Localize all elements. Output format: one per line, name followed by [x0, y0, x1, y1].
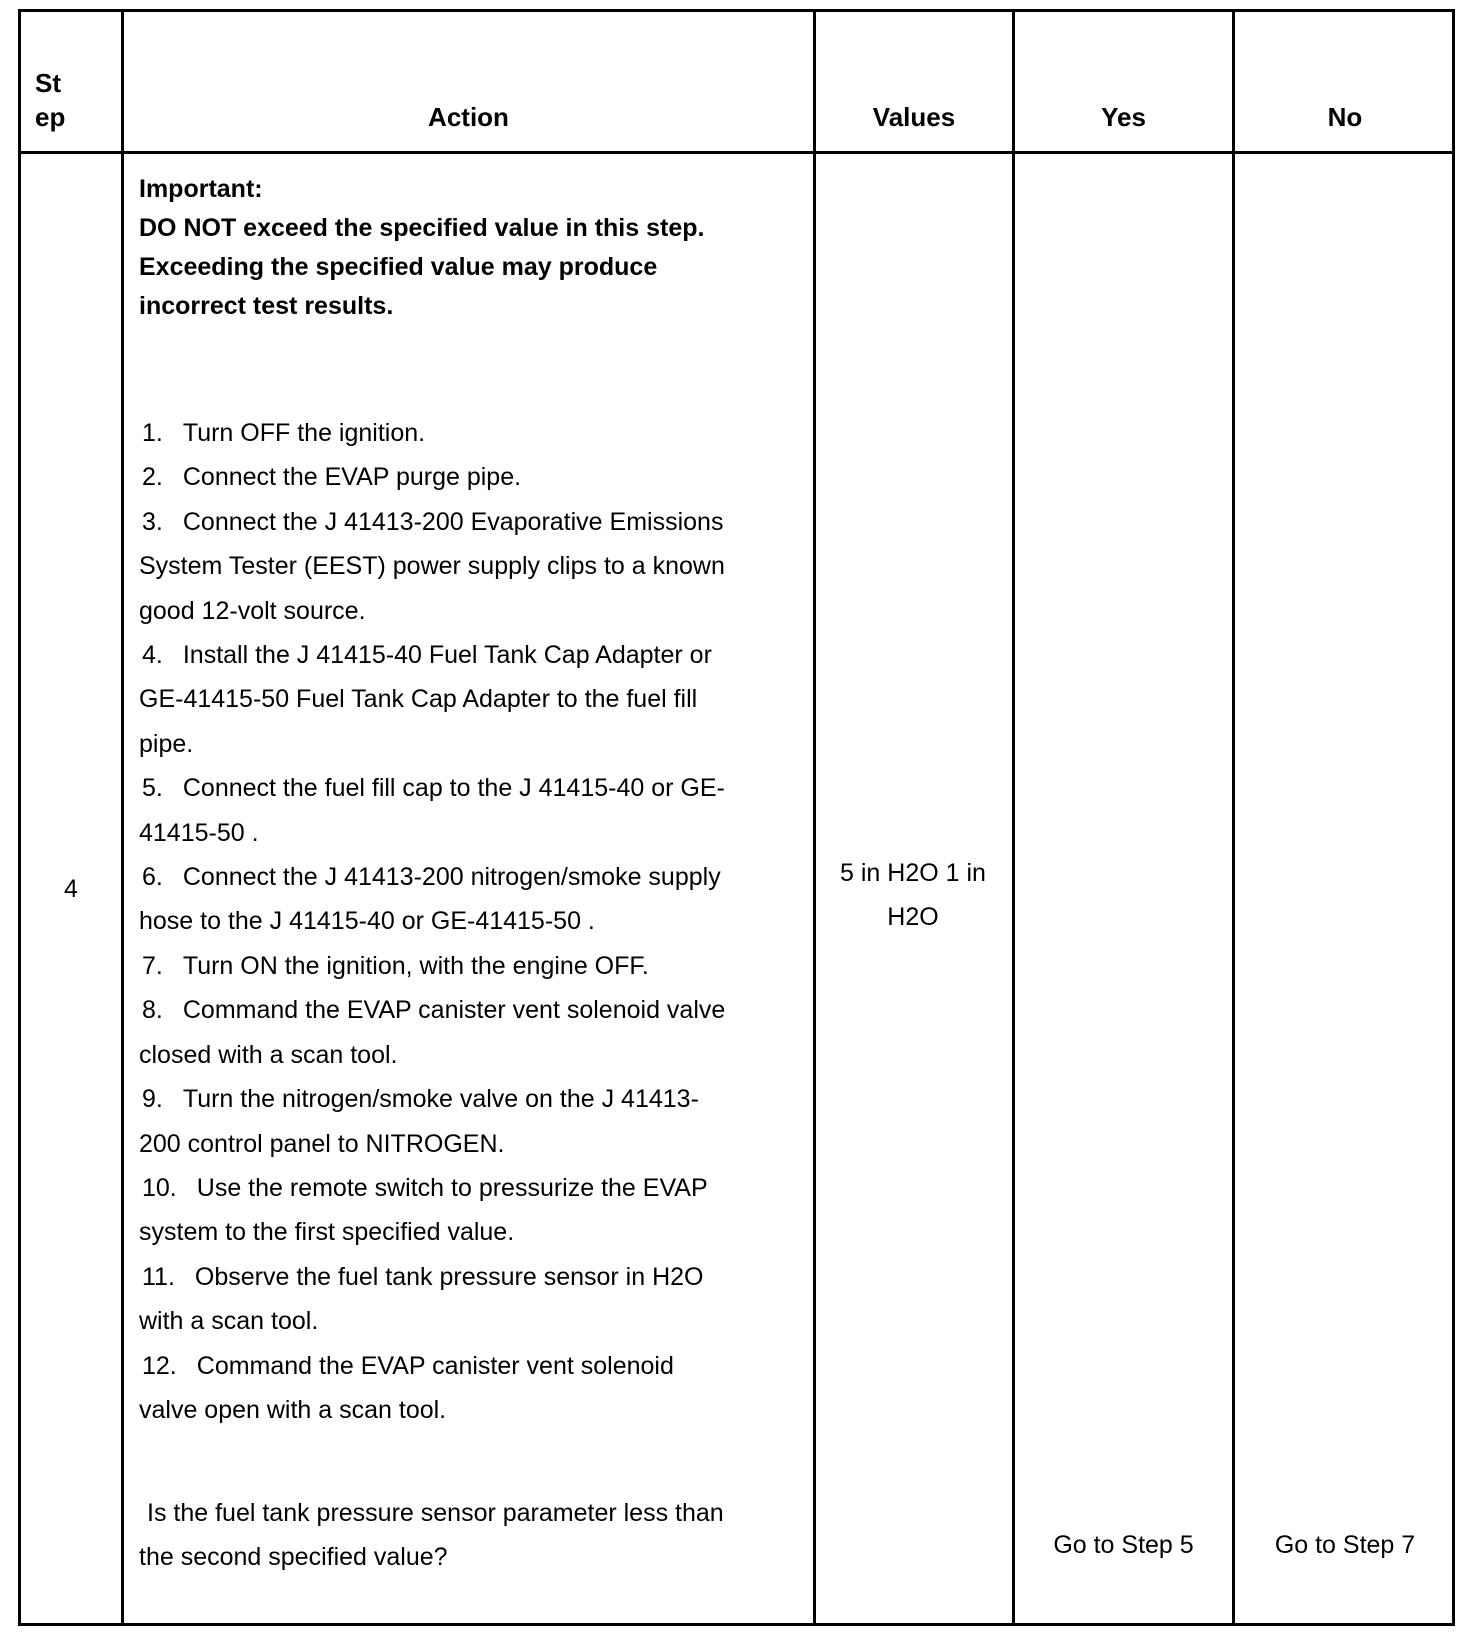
header-step: St ep: [35, 68, 66, 132]
header-yes: Yes: [1101, 102, 1146, 132]
procedure-step: [139, 766, 739, 855]
procedure-step: [139, 500, 739, 633]
header-values: Values: [872, 102, 956, 132]
step-index: 5.: [142, 774, 163, 803]
procedure-step: [139, 1344, 739, 1433]
important-text: DO NOT exceed the specified value in this step. Exceeding the specified value may produce incorrect test results.: [139, 214, 705, 320]
procedure-step: [139, 1077, 739, 1166]
step-index: 7.: [142, 951, 163, 980]
step-text: Connect the fuel fill cap to the J 41415-40 or GE-41415-50 .: [139, 774, 725, 847]
column-divider: [813, 12, 816, 1623]
procedure-step: [139, 633, 739, 766]
no-result: Go to Step 7: [1274, 1531, 1416, 1559]
procedure-step: [139, 1255, 739, 1344]
procedure-step: [139, 988, 739, 1077]
step-index: 11.: [142, 1262, 175, 1291]
step-text: Command the EVAP canister vent solenoid valve closed with a scan tool.: [139, 996, 726, 1069]
step-index: 6.: [142, 863, 163, 892]
step-number: 4: [64, 875, 78, 903]
step-text: Command the EVAP canister vent solenoid valve open with a scan tool.: [139, 1351, 674, 1424]
important-note: [139, 170, 729, 326]
header-no: No: [1327, 102, 1363, 132]
column-divider: [1012, 12, 1015, 1623]
header-divider: [21, 151, 1452, 154]
procedure-step: [139, 455, 739, 499]
question-text: Is the fuel tank pressure sensor parameter less than the second specified value?: [139, 1499, 724, 1571]
procedure-step: [139, 855, 739, 944]
step-text: Use the remote switch to pressurize the EVAP system to the first specified value.: [139, 1173, 708, 1247]
procedure-step: [139, 411, 739, 455]
step-text: Turn OFF the ignition.: [182, 419, 426, 447]
step-index: 9.: [142, 1085, 163, 1114]
yes-result: Go to Step 5: [1053, 1531, 1194, 1559]
step-text: Connect the J 41413-200 Evaporative Emissions System Tester (EEST) power supply clips to a known good 12-volt source.: [139, 507, 725, 625]
procedure-step: [139, 1166, 739, 1255]
step-text: Observe the fuel tank pressure sensor in H2O with a scan tool.: [139, 1262, 704, 1336]
procedure-steps: [139, 411, 739, 1432]
procedure-question: [139, 1491, 759, 1579]
step-index: 3.: [142, 507, 163, 536]
header-action: Action: [428, 102, 509, 132]
step-text: Turn ON the ignition, with the engine OFF.: [182, 951, 649, 980]
step-text: Connect the J 41413-200 nitrogen/smoke supply hose to the J 41415-40 or GE-41415-50 .: [139, 863, 721, 936]
values-cell: 5 in H2O 1 in H2O: [840, 859, 986, 931]
important-label: Important:: [139, 175, 263, 203]
step-index: 4.: [142, 641, 163, 670]
step-index: 1.: [142, 419, 163, 447]
column-divider: [121, 12, 124, 1623]
diagnostic-table: [18, 9, 1455, 1626]
column-divider: [1232, 12, 1235, 1623]
step-index: 2.: [142, 463, 163, 492]
step-text: Connect the EVAP purge pipe.: [182, 463, 522, 492]
step-index: 10.: [142, 1173, 177, 1202]
step-text: Turn the nitrogen/smoke valve on the J 41413-200 control panel to NITROGEN.: [139, 1085, 699, 1158]
procedure-step: [139, 944, 739, 988]
step-text: Install the J 41415-40 Fuel Tank Cap Adapter or GE-41415-50 Fuel Tank Cap Adapter to the fuel fill pipe.: [139, 641, 712, 758]
step-index: 8.: [142, 996, 163, 1025]
step-index: 12.: [142, 1351, 177, 1380]
